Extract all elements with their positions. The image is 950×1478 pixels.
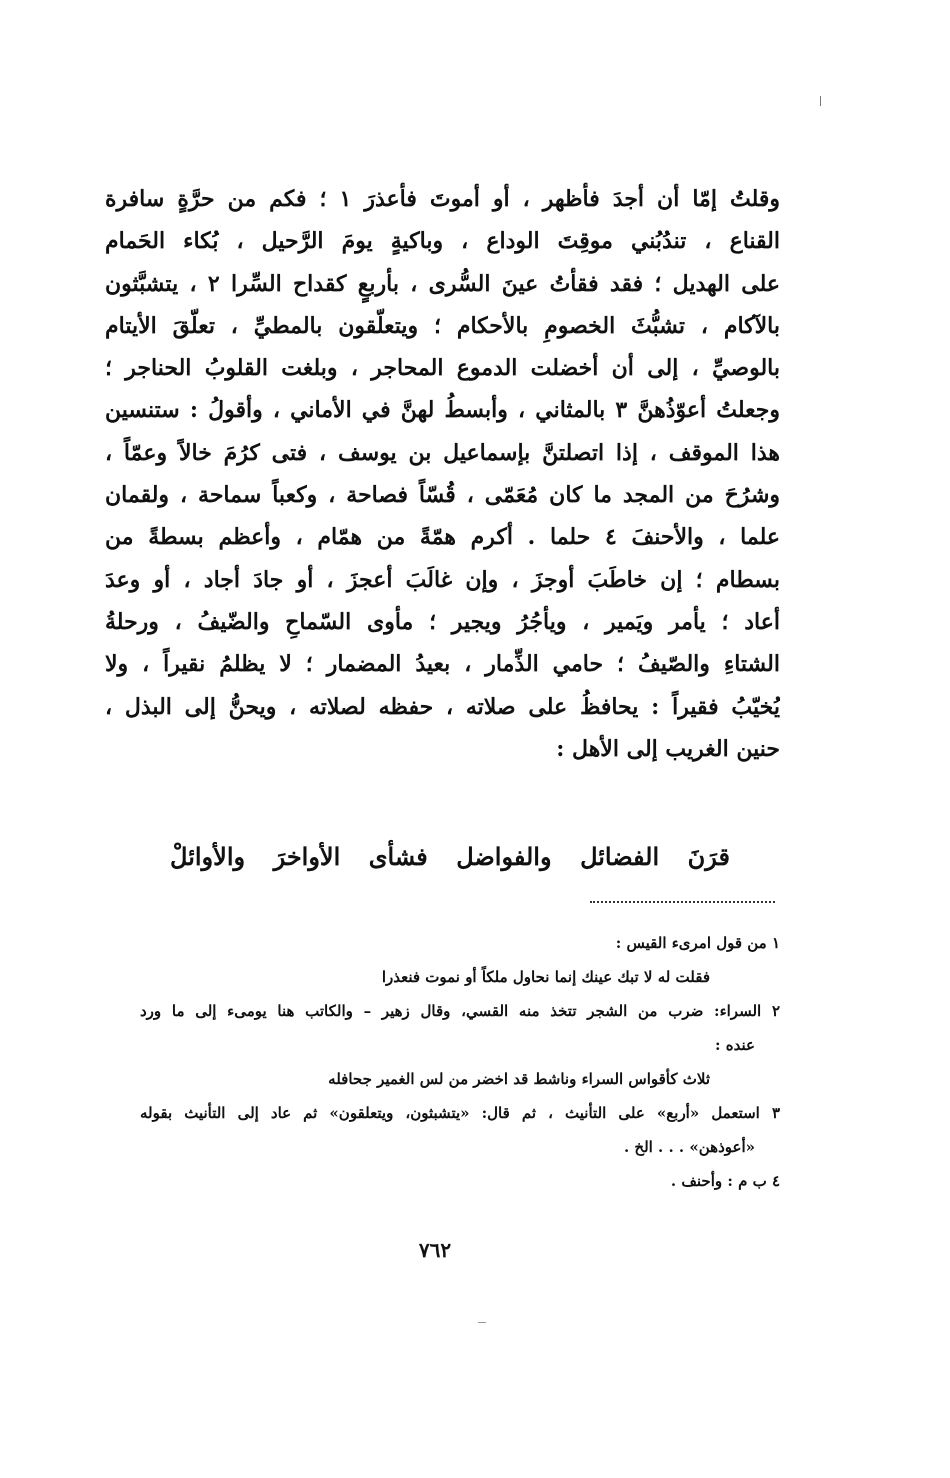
verse-word: قرَنَ — [687, 842, 730, 871]
footnote-separator — [590, 901, 775, 903]
scan-mark — [478, 1322, 486, 1323]
footnotes — [140, 926, 780, 1198]
verse-word: والفواضل — [456, 842, 552, 871]
prose-line: القناع ، تندُبُني موقِتَ الوداع ، وباكيةٍ يومَ الرَّحيل ، بُكاء الحَمام — [105, 228, 780, 255]
verse-word: الفضائل — [580, 842, 660, 871]
scan-mark — [820, 96, 821, 106]
footnote-2-verse: ثلاث كأقواس السراء وناشط قد اخضر من لس الغمير جحافله — [328, 1070, 710, 1088]
prose-line: وجعلتُ أعوّذُهنَّ ٣ بالمثاني ، وأبسطُ لهنَّ في الأماني ، وأقولُ : ستنسين — [105, 397, 780, 424]
prose-line: بالآكام ، تشبُّثَ الخصومِ بالأحكام ؛ ويتعلّقون بالمطيِّ ، تعلّقَ الأيتام — [105, 312, 780, 339]
footnote-2-continued: عنده : — [715, 1036, 755, 1054]
prose-line: بسطام ؛ إن خاطَبَ أوجزَ ، وإن غالَبَ أعجزَ ، أو جادَ أجاد ، أو وعدَ — [105, 566, 780, 593]
footnote-1: ١ من قول امرىء القيس : — [615, 934, 780, 952]
prose-line: بالوصيِّ ، إلى أن أخضلت الدموع المحاجر ، وبلغت القلوبُ الحناجر ؛ — [105, 355, 780, 382]
footnote-2: ٢ السراء: ضرب من الشجر تتخذ منه القسي، وقال زهير – والكاتب هنا يومىء إلى ما ورد — [140, 1002, 780, 1020]
footnote-3: ٣ استعمل «أربع» على التأنيث ، ثم قال: «يتشبثون، ويتعلقون» ثم عاد إلى التأنيث بقوله — [140, 1104, 780, 1122]
footnote-1-verse: فقلت له لا تبك عينك إنما نحاول ملكاً أو نموت فنعذرا — [381, 968, 710, 986]
footnote-4: ٤ ب م : وأحنف . — [670, 1172, 780, 1190]
verse-word: الأواخرَ — [273, 842, 341, 871]
prose-line: علما ، والأحنفَ ٤ حلما . أكرم همّةً من همّام ، وأعظم بسطةً من — [105, 524, 780, 551]
prose-line: يُخيّبُ فقيراً : يحافظُ على صلاته ، حفظه لصلاته ، ويحنُّ إلى البذل ، — [105, 693, 780, 720]
prose-line: أعاد ؛ يأمر ويَمير ، ويأجُرُ ويجير ؛ مأوى السّماحِ والضّيفُ ، ورحلةُ — [105, 608, 780, 635]
footnote-3-continued: «أعوذهن» . . . الخ . — [623, 1138, 755, 1156]
prose-line: الشتاءِ والصّيفُ ؛ حامي الذِّمار ، بعيدُ المضمار ؛ لا يظلمُ نقيراً ، ولا — [105, 651, 780, 678]
verse-word: فشأى — [368, 842, 428, 871]
main-prose — [105, 178, 780, 770]
prose-line: وقلتُ إمّا أن أجدَ فأظهر ، أو أموتَ فأعذرَ ١ ؛ فكم من حرَّةٍ سافرة — [105, 186, 780, 212]
verse-word: والأوائلْ — [170, 842, 246, 871]
page-number: ٧٦٢ — [418, 1238, 452, 1262]
poem-verse — [170, 836, 730, 878]
prose-line: هذا الموقف ، إذا اتصلتنَّ بإسماعيل بن يوسف ، فتى كرُمَ خالاً وعمّاً ، — [105, 439, 780, 466]
prose-line: وشرُحَ من المجد ما كان مُعَمّى ، قُسّاً فصاحة ، وكعباً سماحة ، ولقمان — [105, 482, 780, 509]
prose-line: حنين الغريب إلى الأهل : — [556, 735, 780, 762]
prose-line: على الهديل ؛ فقد فقأتُ عينَ السُّرى ، بأربعٍ كقداح السِّرا ٢ ، يتشبَّثون — [105, 270, 780, 297]
